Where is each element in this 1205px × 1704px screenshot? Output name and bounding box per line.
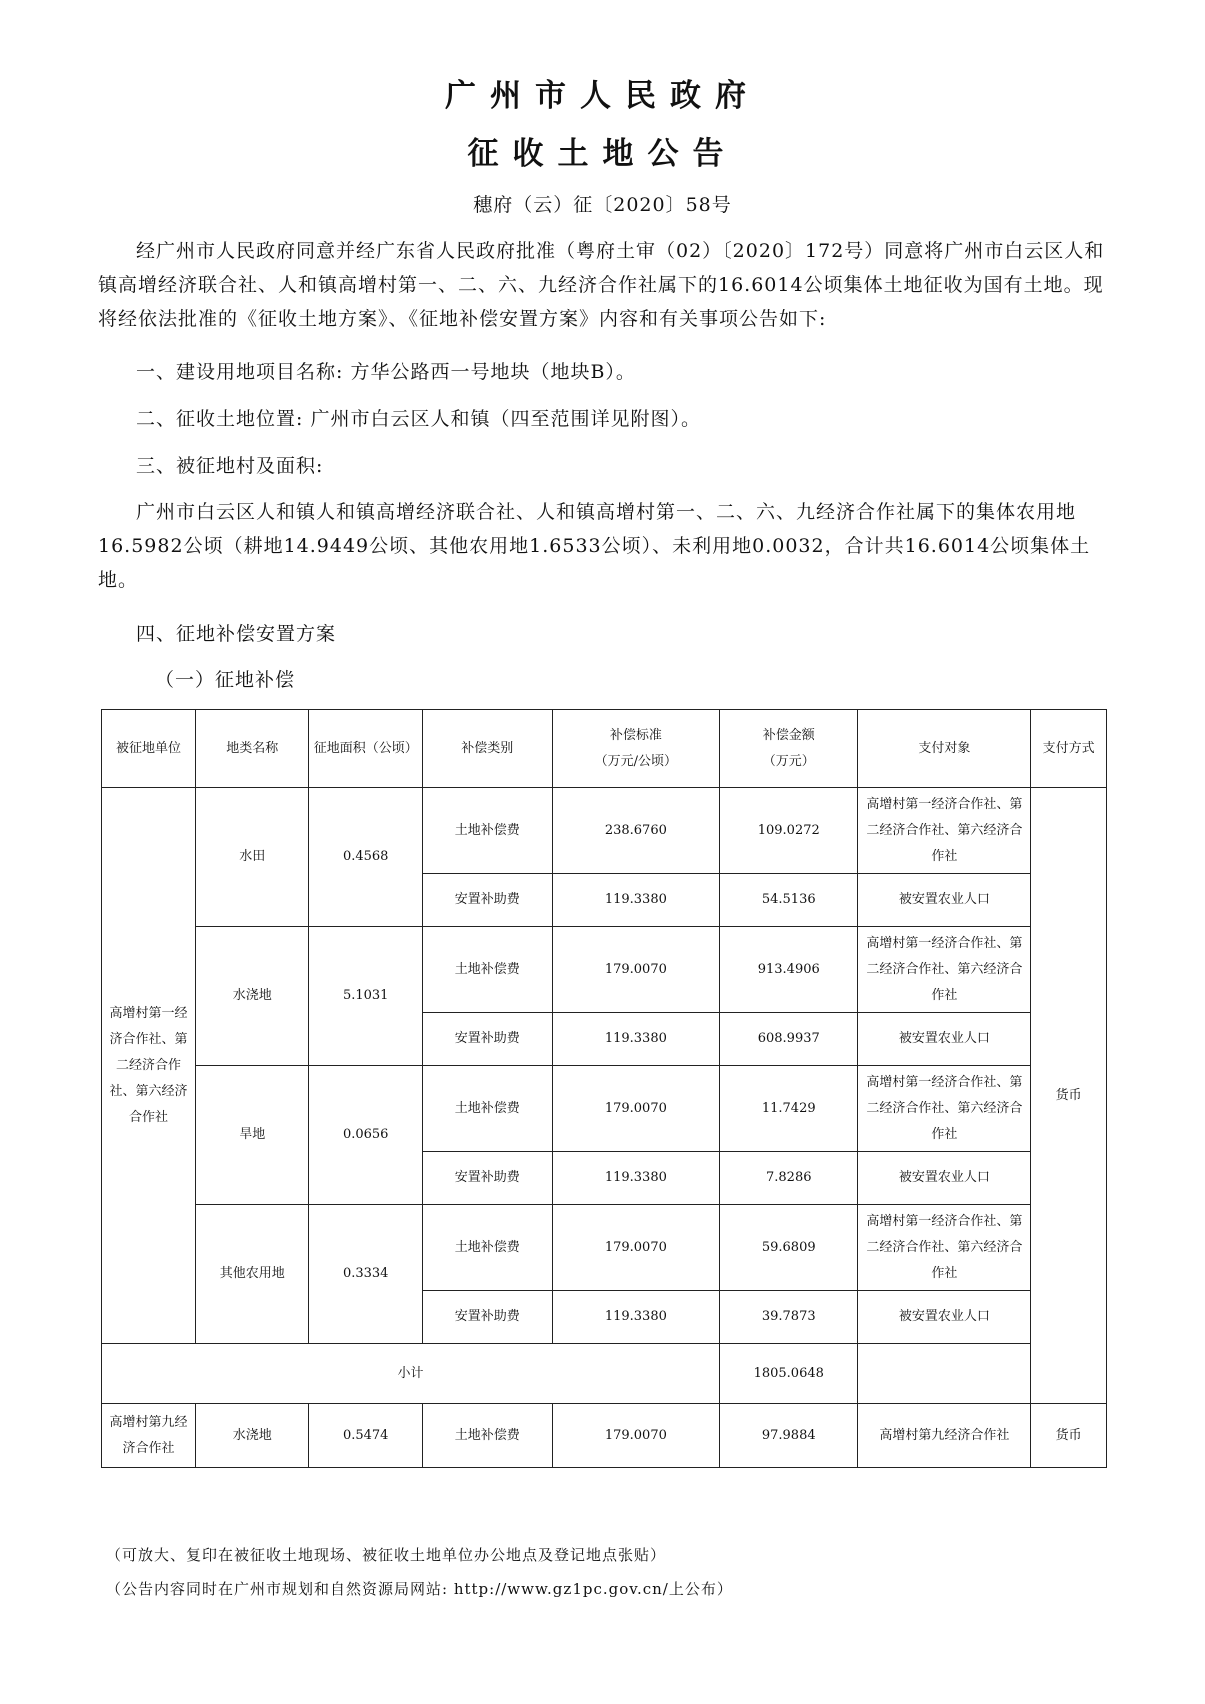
- cell-payee: 被安置农业人口: [858, 1013, 1031, 1066]
- notice-title-line2: 征收土地公告: [467, 136, 738, 172]
- cell-amount: 11.7429: [720, 1066, 858, 1152]
- table-header-row: [102, 710, 1107, 788]
- cell-comp-type: 安置补助费: [422, 874, 552, 927]
- cell-comp-type: 安置补助费: [422, 1152, 552, 1205]
- cell-land: 其他农用地: [196, 1205, 309, 1344]
- table-row: [102, 1404, 1107, 1468]
- cell-comp-type: 土地补偿费: [422, 788, 552, 874]
- compensation-table: [101, 709, 1107, 1468]
- footnote-website: （公告内容同时在广州市规划和自然资源局网站: http://www.gz1pc.gov.cn/上公布）: [106, 1580, 733, 1598]
- cell-land: 旱地: [196, 1066, 309, 1205]
- subtotal-amount: 1805.0648: [720, 1344, 858, 1404]
- table-row: [102, 788, 1107, 874]
- table-row: [102, 1066, 1107, 1152]
- subtotal-row: [102, 1344, 1107, 1404]
- cell-comp-type: 安置补助费: [422, 1291, 552, 1344]
- cell-amount: 913.4906: [720, 927, 858, 1013]
- cell-method-group2: 货币: [1031, 1404, 1107, 1468]
- cell-standard: 119.3380: [552, 1013, 720, 1066]
- header-standard: [552, 710, 720, 788]
- header-comp-type: 补偿类别: [422, 710, 552, 788]
- cell-comp-type: 土地补偿费: [422, 1205, 552, 1291]
- section-land-location: 二、征收土地位置: 广州市白云区人和镇（四至范围详见附图）。: [136, 408, 701, 430]
- cell-standard: 119.3380: [552, 1291, 720, 1344]
- section-villages-detail: 广州市白云区人和镇人和镇高增经济联合社、人和镇高增村第一、二、六、九经济合作社属下的集体农用地16.5982公顷（耕地14.9449公顷、其他农用地1.6533公顷）、未利用地0.0032，合计共16.6014公顷集体土地。: [98, 501, 1091, 591]
- cell-land: 水浇地: [196, 1404, 309, 1468]
- header-area: 征地面积（公顷）: [309, 710, 422, 788]
- cell-amount: 109.0272: [720, 788, 858, 874]
- cell-amount: 7.8286: [720, 1152, 858, 1205]
- cell-amount: 39.7873: [720, 1291, 858, 1344]
- intro-paragraph: 经广州市人民政府同意并经广东省人民政府批准（粤府土审（02）〔2020〕172号）同意将广州市白云区人和镇高增经济联合社、人和镇高增村第一、二、六、九经济合作社属下的16.6014公顷集体土地征收为国有土地。现将经依法批准的《征收土地方案》、《征地补偿安置方案》内容和有关事项公告如下:: [98, 240, 1105, 330]
- cell-comp-type: 土地补偿费: [422, 1066, 552, 1152]
- cell-area: 0.5474: [309, 1404, 422, 1468]
- table-row: [102, 927, 1107, 1013]
- cell-payee: 高增村第一经济合作社、第二经济合作社、第六经济合作社: [858, 927, 1031, 1013]
- cell-area: 0.0656: [309, 1066, 422, 1205]
- cell-payee: 被安置农业人口: [858, 1152, 1031, 1205]
- notice-title-line1: 广州市人民政府: [445, 78, 760, 114]
- header-unit: 被征地单位: [102, 710, 196, 788]
- subtotal-payee-empty: [858, 1344, 1031, 1404]
- section-villages-heading: 三、被征地村及面积:: [136, 455, 324, 477]
- document-number: 穗府（云）征〔2020〕58号: [473, 194, 732, 216]
- cell-standard: 179.0070: [552, 1066, 720, 1152]
- header-payee: 支付对象: [858, 710, 1031, 788]
- cell-amount: 59.6809: [720, 1205, 858, 1291]
- cell-standard: 238.6760: [552, 788, 720, 874]
- header-method: 支付方式: [1031, 710, 1107, 788]
- cell-land: 水田: [196, 788, 309, 927]
- cell-payee: 高增村第一经济合作社、第二经济合作社、第六经济合作社: [858, 788, 1031, 874]
- section-compensation-heading: 四、征地补偿安置方案: [136, 623, 337, 645]
- header-amount: [720, 710, 858, 788]
- section-project-name: 一、建设用地项目名称: 方华公路西一号地块（地块B）。: [136, 361, 636, 383]
- cell-payee: 高增村第九经济合作社: [858, 1404, 1031, 1468]
- cell-amount: 608.9937: [720, 1013, 858, 1066]
- cell-comp-type: 土地补偿费: [422, 1404, 552, 1468]
- footnote-posting: （可放大、复印在被征收土地现场、被征收土地单位办公地点及登记地点张贴）: [106, 1546, 667, 1564]
- cell-area: 0.4568: [309, 788, 422, 927]
- header-land-type: 地类名称: [196, 710, 309, 788]
- cell-comp-type: 安置补助费: [422, 1013, 552, 1066]
- subsection-compensation: （一）征地补偿: [155, 669, 296, 691]
- cell-area: 5.1031: [309, 927, 422, 1066]
- cell-payee: 高增村第一经济合作社、第二经济合作社、第六经济合作社: [858, 1066, 1031, 1152]
- cell-payee: 被安置农业人口: [858, 874, 1031, 927]
- cell-payee: 被安置农业人口: [858, 1291, 1031, 1344]
- cell-unit-group2: 高增村第九经济合作社: [102, 1404, 196, 1468]
- cell-unit-group1: 高增村第一经济合作社、第二经济合作社、第六经济合作社: [102, 788, 196, 1344]
- header-amount-line2: （万元）: [762, 753, 815, 769]
- cell-standard: 179.0070: [552, 1205, 720, 1291]
- subtotal-label: 小计: [102, 1344, 720, 1404]
- cell-standard: 179.0070: [552, 1404, 720, 1468]
- table-row: [102, 1205, 1107, 1291]
- cell-standard: 179.0070: [552, 927, 720, 1013]
- header-standard-line1: 补偿标准: [609, 727, 662, 743]
- cell-method-group1: 货币: [1031, 788, 1107, 1404]
- cell-comp-type: 土地补偿费: [422, 927, 552, 1013]
- header-standard-line2: （万元/公顷）: [594, 753, 678, 769]
- cell-standard: 119.3380: [552, 874, 720, 927]
- cell-amount: 54.5136: [720, 874, 858, 927]
- cell-payee: 高增村第一经济合作社、第二经济合作社、第六经济合作社: [858, 1205, 1031, 1291]
- header-amount-line1: 补偿金额: [762, 727, 815, 743]
- cell-standard: 119.3380: [552, 1152, 720, 1205]
- cell-area: 0.3334: [309, 1205, 422, 1344]
- cell-amount: 97.9884: [720, 1404, 858, 1468]
- cell-land: 水浇地: [196, 927, 309, 1066]
